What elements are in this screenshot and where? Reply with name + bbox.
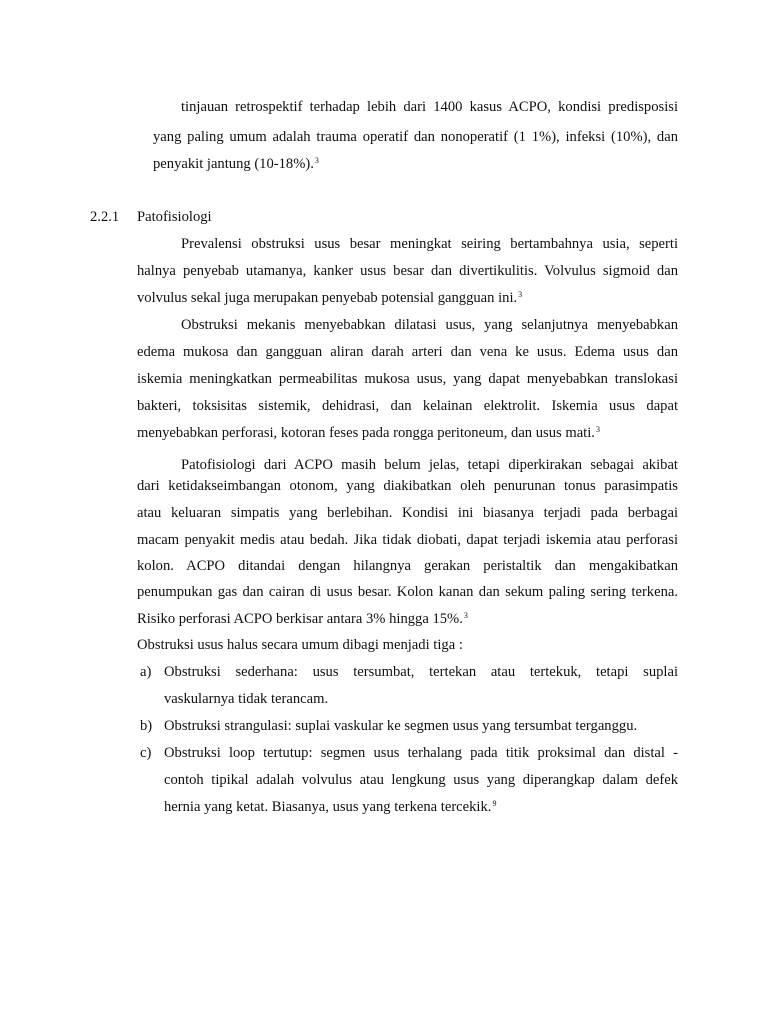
list-item-c-line-3 <box>164 798 496 816</box>
section-number: 2.2.1 <box>90 209 120 225</box>
p3-line-1: Patofisiologi dari ACPO masih belum jelas, tetapi diperkirakan sebagai akibat <box>181 457 678 473</box>
p2-line-2: edema mukosa dan gangguan aliran darah arteri dan vena ke usus. Edema usus dan <box>137 344 678 360</box>
p3-line-6: penumpukan gas dan cairan di usus besar. Kolon kanan dan sekum paling sering terkena. <box>137 584 678 600</box>
intro-line-2: yang paling umum adalah trauma operatif dan nonoperatif (1 1%), infeksi (10%), dan <box>153 129 678 145</box>
p1-line-3 <box>137 289 522 307</box>
p1-line-2: halnya penyebab utamanya, kanker usus besar dan divertikulitis. Volvulus sigmoid dan <box>137 263 678 279</box>
p3-line-3: atau keluaran simpatis yang berlebihan. Kondisi ini biasanya terjadi pada berbagai <box>137 505 678 521</box>
p2-line-1: Obstruksi mekanis menyebabkan dilatasi usus, yang selanjutnya menyebabkan <box>181 317 678 333</box>
footnote-ref: 3 <box>463 611 468 620</box>
list-item-c-line-3-text: hernia yang ketat. Biasanya, usus yang terkena tercekik. <box>164 799 492 815</box>
section-title: Patofisiologi <box>137 209 212 225</box>
footnote-ref: 3 <box>518 290 523 299</box>
list-item-c-line-1: Obstruksi loop tertutup: segmen usus terhalang pada titik proksimal dan distal - <box>164 745 678 761</box>
p3-line-4: macam penyakit medis atau bedah. Jika tidak diobati, dapat terjadi iskemia atau perforasi <box>137 532 678 548</box>
p1-line-3-text: volvulus sekal juga merupakan penyebab potensial gangguan ini. <box>137 290 518 306</box>
p2-line-3: iskemia meningkatkan permeabilitas mukosa usus, yang dapat menyebabkan translokasi <box>137 371 678 387</box>
list-item-a-line-1: Obstruksi sederhana: usus tersumbat, tertekan atau tertekuk, tetapi suplai <box>164 664 678 680</box>
p1-line-1: Prevalensi obstruksi usus besar meningkat seiring bertambahnya usia, seperti <box>181 236 678 252</box>
list-marker-c: c) <box>140 745 152 761</box>
p2-line-5-text: menyebabkan perforasi, kotoran feses pada rongga peritoneum, dan usus mati. <box>137 425 595 441</box>
list-marker-a: a) <box>140 664 152 680</box>
intro-line-3-text: penyakit jantung (10-18%). <box>153 156 314 172</box>
p2-line-5 <box>137 424 600 442</box>
intro-line-1: tinjauan retrospektif terhadap lebih dari 1400 kasus ACPO, kondisi predisposisi <box>181 99 678 115</box>
p3-line-2: dari ketidakseimbangan otonom, yang diakibatkan oleh penurunan tonus parasimpatis <box>137 478 678 494</box>
p2-line-4: bakteri, toksisitas sistemik, dehidrasi, dan kelainan elektrolit. Iskemia usus dapat <box>137 398 678 414</box>
list-item-a-line-2: vaskularnya tidak terancam. <box>164 691 329 707</box>
p3-line-7 <box>137 610 468 628</box>
footnote-ref: 3 <box>314 156 319 165</box>
list-intro: Obstruksi usus halus secara umum dibagi menjadi tiga : <box>137 637 463 653</box>
p3-line-5: kolon. ACPO ditandai dengan hilangnya gerakan peristaltik dan mengakibatkan <box>137 558 678 574</box>
p3-line-7-text: Risiko perforasi ACPO berkisar antara 3% hingga 15%. <box>137 611 463 627</box>
list-item-c-line-2: contoh tipikal adalah volvulus atau lengkung usus yang diperangkap dalam defek <box>164 772 678 788</box>
footnote-ref: 3 <box>595 425 600 434</box>
intro-line-3 <box>153 155 319 173</box>
footnote-ref: 9 <box>492 799 497 808</box>
list-item-b-line-1: Obstruksi strangulasi: suplai vaskular ke segmen usus yang tersumbat terganggu. <box>164 718 638 734</box>
list-marker-b: b) <box>140 718 153 734</box>
